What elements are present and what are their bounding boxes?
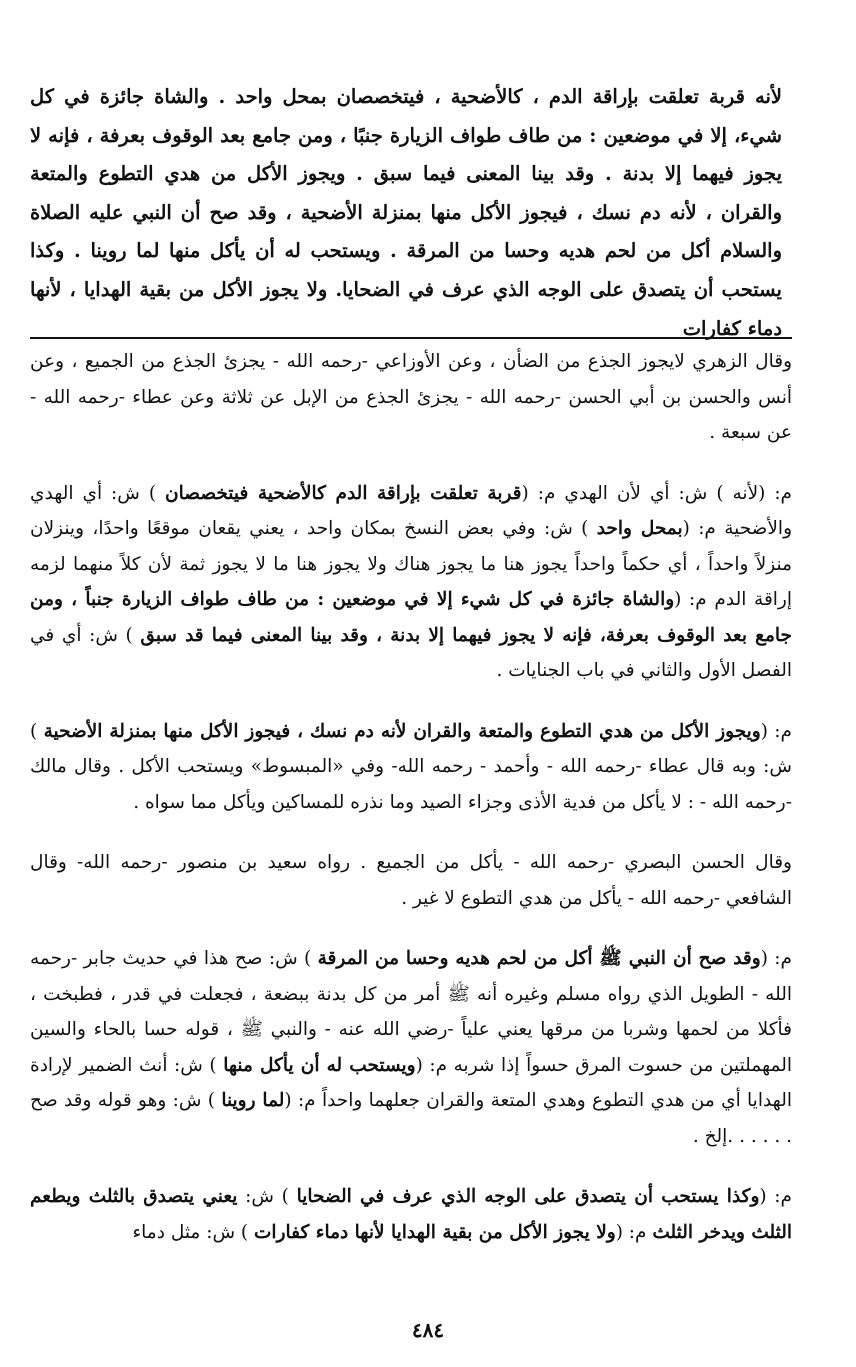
matn-quote: ويجوز الأكل من هدي التطوع والمتعة والقران لأنه دم نسك ، فيجوز الأكل منها بمنزلة الأضحية xyxy=(43,720,761,742)
commentary-span: ) ش: أي في الفصل الأول والثاني في باب الجنايات . xyxy=(30,624,792,681)
matn-quote: وكذا يستحب أن يتصدق على الوجه الذي عرف في الضحايا xyxy=(296,1186,760,1207)
matn-quote: لما روينا xyxy=(221,1090,285,1111)
commentary-span: ) ش: وفي بعض النسخ بمكان واحد ، يعني يقعان موقعًا واحدًا، وينزلان منزلاً واحداً ، أي حكماً واحداً يجوز هنا ما يجوز هناك ولا يجوز هنا ما لا يجوز ثمة لأن كلاً منهما لزمه إراقة الدم م: ( xyxy=(30,518,792,610)
divider-line xyxy=(30,337,792,339)
commentary-paragraph xyxy=(30,344,792,451)
commentary-span: وقال الحسن البصري -رحمه الله - يأكل من الجميع . رواه سعيد بن منصور -رحمه الله- وقال الشافعي -رحمه الله - يأكل من هدي التطوع لا غير . xyxy=(30,852,792,909)
commentary-paragraph xyxy=(30,714,792,821)
matn-quote: ويستحب له أن يأكل منها xyxy=(223,1054,416,1076)
matn-quote: بمحل واحد xyxy=(596,518,683,539)
commentary-span: م: ( xyxy=(615,1221,653,1243)
commentary-span: م: (لأنه ) ش: أي لأن الهدي م: ( xyxy=(521,482,793,504)
commentary-text xyxy=(30,344,792,1250)
commentary-span: ) ش: وبه قال عطاء -رحمه الله - وأحمد - رحمه الله- وفي «المبسوط» ويستحب الأكل . وقال مالك -رحمه الله - : لا يأكل من فدية الأذى وجزاء الصيد وما نذره للمساكين ويأكل مما سواه . xyxy=(30,720,792,813)
commentary-span: م: ( xyxy=(760,948,792,969)
commentary-span: م: ( xyxy=(760,720,792,742)
matn-quote: والشاة جائزة في كل شيء إلا في موضعين : من طاف طواف الزيارة جنباً ، ومن جامع بعد الوقوف بعرفة، فإنه لا يجوز فيهما إلا بدنة ، وقد بينا المعنى فيما قد سبق xyxy=(30,589,792,646)
commentary-span: ) ش: وهو قوله وقد صح . . . . . .إلخ . xyxy=(30,1090,792,1147)
commentary-span: ) ش: صح هذا في حديث جابر -رحمه الله - الطويل الذي رواه مسلم وغيره أنه ﷺ أمر من كل بدنة ببضعة ، فجعلت في قدر ، فطبخت ، فأكلا من لحمها وشربا من مرقها يعني علياً -رضي الله عنه - والنبي ﷺ ، قوله حسا بالحاء والسين المهملتين من حسوت المرق حسواً إذا شربه م: ( xyxy=(30,948,792,1076)
page-number: ٤٨٤ xyxy=(411,1318,445,1342)
commentary-span: وقال الزهري لايجوز الجذع من الضأن ، وعن الأوزاعي -رحمه الله - يجزئ الجذع من الجميع ، وعن أنس والحسن بن أبي الحسن -رحمه الله - يجزئ الجذع من الإبل عن ثلاثة وعن عطاء -رحمه الله - عن سبعة . xyxy=(30,351,792,443)
commentary-paragraph xyxy=(30,476,792,689)
commentary-span: م: ( xyxy=(759,1186,792,1207)
commentary-span: ) ش: مثل دماء xyxy=(132,1221,255,1243)
commentary-paragraph xyxy=(30,1179,792,1250)
main-text-paragraph: لأنه قربة تعلقت بإراقة الدم ، كالأضحية ، فيتخصصان بمحل واحد . والشاة جائزة في كل شيء، إلا في موضعين : من طاف طواف الزيارة جنبًا ، ومن جامع بعد الوقوف بعرفة ، فإنه لا يجوز فيهما إلا بدنة . وقد بينا المعنى فيما سبق . ويجوز الأكل من هدي التطوع والمتعة والقران ، لأنه دم نسك ، فيجوز الأكل منها بمنزلة الأضحية ، وقد صح أن النبي عليه الصلاة والسلام أكل من لحم هديه وحسا من المرقة . ويستحب له أن يأكل منها لما روينا . وكذا يستحب أن يتصدق على الوجه الذي عرف في الضحايا. ولا يجوز الأكل من بقية الهدايا ، لأنها دماء كفارات xyxy=(30,85,782,340)
commentary-span: ) ش: xyxy=(237,1186,297,1207)
commentary-paragraph xyxy=(30,941,792,1154)
commentary-paragraph xyxy=(30,845,792,916)
matn-quote: يعني يتصدق بالثلث ويطعم الثلث ويدخر الثلث xyxy=(30,1186,792,1243)
commentary-span: ) ش: أنث الضمير لإرادة الهدايا أي من هدي التطوع وهدي المتعة والقران جعلهما واحداً م: ( xyxy=(30,1054,792,1111)
commentary-span: ) ش: أي الهدي والأضحية م: ( xyxy=(30,482,792,539)
matn-quote: قربة تعلقت بإراقة الدم كالأضحية فيتخصصان xyxy=(165,482,522,504)
matn-quote: وقد صح أن النبي ﷺ أكل من لحم هديه وحسا من المرقة xyxy=(317,948,761,969)
main-text xyxy=(30,78,782,348)
matn-quote: ولا يجوز الأكل من بقية الهدايا لأنها دماء كفارات xyxy=(254,1221,616,1243)
